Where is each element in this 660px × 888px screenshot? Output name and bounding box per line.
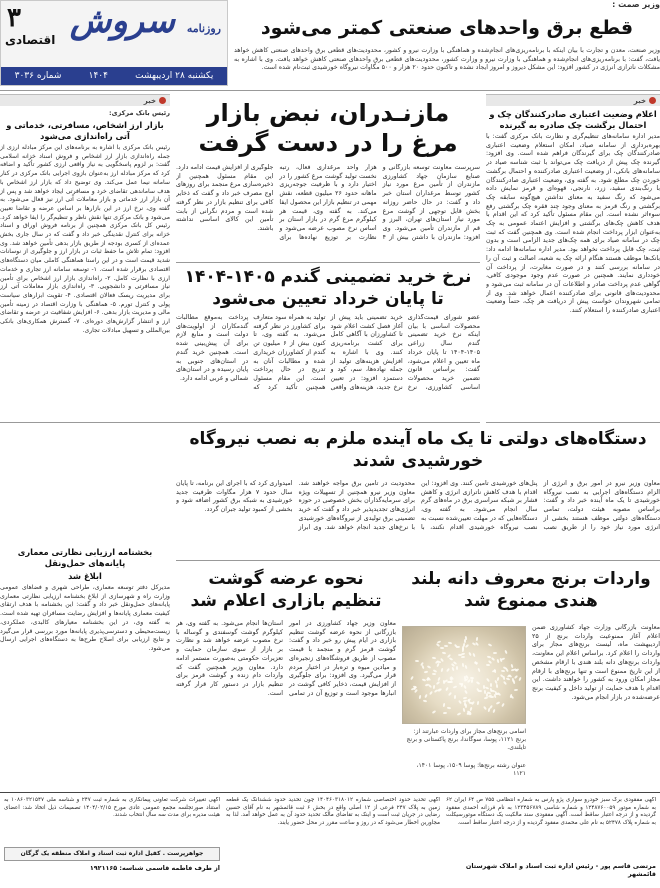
terminals-article (0, 544, 170, 788)
rice-grain (464, 685, 468, 689)
divider (0, 90, 660, 91)
wheat-article (176, 266, 480, 418)
rice-grain (440, 668, 443, 672)
rice-grain (429, 691, 433, 695)
meat-article (176, 566, 396, 788)
rice-grain (502, 676, 505, 680)
rice-grain (492, 709, 495, 713)
notice-registry-box: جواهرپرست . کفیل اداره ثبت اسناد و املاک منطقه یک گرگان (4, 847, 220, 861)
top-story (234, 0, 660, 86)
issue-date: یکشنبه ۲۸ اردیبهشت (135, 71, 214, 81)
rice-grain (512, 680, 515, 684)
rice-caption-list: عنوان رشته برنج‌ها: پوسا ۱۵۰۹، پوسا ۱۴۰۱، ۱۱۲۱ (416, 762, 526, 777)
rice-grain (440, 657, 444, 661)
rice-grain (456, 645, 460, 647)
rice-grain (440, 647, 444, 649)
notice-signature-left: از طرف فاطمه قاسمی شناسه: ۱۹۲۱۱۶۵ (89, 864, 220, 872)
terminals-headline-line2: ابلاغ شد (68, 571, 102, 581)
right-column (486, 94, 660, 418)
news-tag-label: خبر (143, 96, 156, 105)
rice-grain (443, 680, 445, 684)
news-tag (634, 97, 656, 105)
rice-grain (478, 668, 481, 672)
chicken-market-article (176, 94, 480, 258)
rice-grain (491, 657, 495, 661)
rice-grain (456, 666, 458, 670)
rice-grain (503, 681, 507, 685)
rice-grain (486, 678, 490, 682)
rice-grain (432, 710, 436, 714)
divider (486, 422, 660, 423)
rice-grain (454, 695, 456, 699)
rice-grain (436, 680, 440, 684)
rice-grain (448, 642, 452, 645)
notice-column-middle (226, 797, 440, 885)
rice-grain (445, 687, 449, 691)
terminals-body: مدیرکل دفتر توسعه معماری، طراحی شهری و فضاهای عمومی وزارت راه و شهرسازی از ابلاغ بخشنامه ارزیابی نظارتی معماری پایانه‌های حمل‌ونقل خبر داد و گفت: این بخشنامه با هدف ارتقای کیفیت معماری پایانه‌ها و افزایش رضایت مسافران تهیه شده است. به گفته وی، در این بخشنامه معیارهای کالبدی، عملکردی، زیست‌محیطی و دسترسی‌پذیری پایانه‌ها مورد بررسی قرار می‌گیرد و نتایج ارزیابی برای اصلاح طرح‌ها به دستگاه‌های اجرایی ارسال می‌شود. (0, 584, 170, 652)
news-tag-bar (486, 94, 660, 106)
rice-grain (411, 676, 415, 680)
rice-grain (461, 663, 464, 667)
rice-grain (477, 701, 480, 705)
rice-grain (415, 660, 419, 662)
rice-grain (496, 702, 500, 706)
issue-number: شماره ۳۰۳۶ (14, 71, 62, 81)
rice-grain (514, 675, 518, 679)
rice-grain (414, 689, 418, 693)
rice-grain (485, 664, 489, 666)
rice-grain (464, 665, 467, 669)
rice-grain (423, 699, 427, 702)
rice-grain (518, 677, 521, 681)
rice-grain (418, 695, 421, 699)
masthead (0, 0, 228, 86)
rice-grain (424, 671, 428, 674)
rice-grain (476, 637, 479, 641)
rice-grain (424, 694, 428, 698)
wheat-headline: نرخ خرید تضمینی گندم ۱۴۰۵-۱۴۰۴ تا پایان خرداد تعیین می‌شود (184, 267, 472, 309)
divider (0, 422, 480, 423)
notice-signature-right: مرتضی قاسم پور - رئیس اداره ثبت اسناد و املاک شهرستان قائمشهر (465, 862, 656, 878)
rice-grain (510, 663, 513, 667)
dateline-bar (1, 67, 227, 85)
newspaper-logo (70, 1, 221, 41)
rice-grain (465, 644, 469, 648)
cheque-headline: اعلام وضعیت اعتباری صادرکنندگان چک و احتمال برگشت چک صادره به گیرنده (489, 109, 657, 130)
rice-grain (446, 668, 450, 672)
left-column (0, 94, 170, 540)
rice-grain (457, 712, 461, 716)
solar-article (176, 426, 660, 556)
rice-grain (462, 708, 465, 712)
rice-grain (448, 692, 452, 696)
tag-dot-icon (649, 97, 656, 104)
rice-grain (432, 685, 434, 689)
rice-grain (465, 636, 468, 640)
rice-grain (447, 707, 451, 710)
rice-grain (449, 681, 453, 683)
rice-grain (469, 707, 472, 711)
wheat-body: عضو شورای قیمت‌گذاری محصولات اساسی با بیان اینکه نرخ خرید تضمینی گندم سال زراعی ۱۴۰۵-۱۴۰۴ تا پایان خرداد ماه تعیین و اعلام می‌شود، گفت: براساس قانون تضمین خرید محصولات اساسی کشاورزی، نرخ خرید تضمینی باید پیش از آغاز فصل کشت اعلام شود تا کشاورزان با آگاهی کامل برای کشت برنامه‌ریزی کنند. وی با اشاره به افزایش هزینه‌های تولید از جمله نهاده‌ها، سم، کود و دستمزد افزود: در تعیین نرخ جدید، هزینه‌های واقعی تولید به همراه سود متعارف برای کشاورز در نظر گرفته می‌شود. به گفته وی، تا کنون بیش از ۶ میلیون تن گندم از کشاورزان خریداری شده و مطالبات آنان به تدریج در حال پرداخت است. این مقام مسئول همچنین تأکید کرد که پرداخت به‌موقع مطالبات گندمکاران از اولویت‌های دولت است و منابع لازم برای آن پیش‌بینی شده است. همچنین خرید گندم در استان‌های جنوبی به پایان رسیده و در استان‌های شمالی و غربی ادامه دارد. (176, 314, 480, 391)
rice-grain (458, 654, 462, 656)
rice-grain (487, 708, 490, 712)
rice-grain (443, 702, 446, 706)
solar-body: معاون وزیر نیرو در امور برق و انرژی از الزام دستگاه‌های اجرایی به نصب نیروگاه خورشیدی تا یک ماه آینده خبر داد و گفت: براساس مصوبه هیئت دولت، تمامی دستگاه‌های دولتی موظف هستند بخشی از انرژی مورد نیاز خود را از طریق نصب پنل‌های خورشیدی تأمین کنند. وی افزود: این اقدام با هدف کاهش ناترازی انرژی و کاهش فشار بر شبکه سراسری برق در ماه‌های گرم سال انجام می‌شود. به گفته وی، دستگاه‌هایی که در مهلت تعیین‌شده نسبت به نصب نیروگاه خورشیدی اقدام نکنند، با محدودیت در تأمین برق مواجه خواهند شد. معاون وزیر نیرو همچنین از تسهیلات ویژه برای سرمایه‌گذاران بخش خصوصی در حوزه انرژی‌های تجدیدپذیر خبر داد و گفت که خرید تضمینی برق تولیدی از نیروگاه‌های خورشیدی با نرخ‌های جدید انجام خواهد شد. وی ابراز امیدواری کرد که با اجرای این برنامه، تا پایان سال حدود ۷ هزار مگاوات ظرفیت جدید خورشیدی به شبکه برق کشور اضافه شود و بخشی از کمبود تولید جبران گردد. (176, 480, 660, 531)
rice-grain (458, 683, 462, 686)
rice-grain (449, 657, 453, 661)
terminals-headline: بخشنامه ارزیابی نظارتی معماری پایانه‌های حمل‌ونقل (17, 547, 153, 568)
logo-text: سروش (69, 1, 176, 41)
notice-lost-documents: آگهی مفقودی برگ سبز خودرو سواری پژو پارس به شماره انتظامی ۷۵۵ ص ۶۴ ایران ۶۲ به شماره موتور ۱۲۴۸۷۶۰۰۵۹ و شماره شاسی ۱۲۳۴۵۶۷۸۹ به نام فرزانه احمدی مفقود گردیده و از درجه اعتبار ساقط است. آگهی مفقودی سند مالکیت یک دستگاه موتورسیکلت به شماره پلاک ۵۲۴۷۸ به نام علی محمدی مفقود گردیده و از درجه اعتبار ساقط است. (446, 797, 656, 826)
rice-grain (427, 665, 431, 669)
rice-grain (437, 641, 441, 644)
notice-company-changes: آگهی تغییرات شرکت تعاونی پیمانکاری به شماره ثبت ۲۴۷ و شناسه ملی ۱۰۸۶۰۳۲۱۵۴۷ به استناد صورتجلسه مجمع عمومی عادی مورخ ۱۴۰۴/۰۲/۱۵ تصمیمات ذیل اتخاذ شد: اعضای هیئت مدیره برای مدت سه سال انتخاب شدند. (4, 797, 220, 819)
news-tag (144, 97, 166, 105)
rice-grain (442, 652, 446, 655)
rice-grain (452, 667, 455, 671)
notice-column-left (4, 797, 220, 885)
rice-grain (487, 643, 491, 647)
rice-article (402, 566, 660, 788)
top-story-title: قطع برق واحدهای صنعتی کمتر می‌شود (260, 17, 634, 39)
chicken-market-headline: مازنـدران، نبض بازار مرغ را در دست گرفت (198, 99, 458, 157)
rice-grain (444, 645, 448, 647)
notice-column-right (446, 797, 656, 885)
solar-headline: دستگاه‌های دولتی تا یک ماه آینده ملزم به نصب نیروگاه خورشیدی شدند (189, 429, 647, 471)
rice-grain (471, 642, 475, 646)
rice-grain (509, 695, 513, 699)
rice-grain (471, 679, 473, 683)
rice-grain (486, 693, 488, 697)
rice-photo (402, 626, 526, 724)
rice-grain (458, 700, 462, 704)
rice-grain (501, 703, 505, 707)
rice-grain (443, 712, 447, 714)
meat-headline: نحوه عرضه گوشت تنظیم بازاری اعلام شد (190, 569, 382, 611)
fx-market-headline: بازار ارز اشخاص، مسافرتی، خدماتی و آتی راه‌اندازی می‌شود (6, 120, 164, 141)
notice-boundaries: آگهی تحدید حدود اختصاصی شماره ۱۴۰۴۶۰۳۱۸۰۱۲ چون تحدید حدود ششدانگ یک قطعه زمین به پلاک ۲۴۷ فرعی از ۱۲ اصلی واقع در بخش ۶ ثبت قائمشهر به نام آقای حسین رضایی در جریان ثبت است و اینک به تقاضای مالک تحدید حدود آن به عمل خواهد آمد. لذا به مجاورین اخطار می‌شود که در روز و ساعت مقرر در محل حضور یابند. (226, 797, 440, 826)
cheque-body: مدیر اداره سامانه‌های تنظیم‌گری و نظارت بانک مرکزی گفت: با بهره‌برداری از سامانه صیاد، امکان استعلام وضعیت اعتباری صادرکنندگان چک برای گیرندگان فراهم شده است. وی افزود: گیرنده چک پیش از دریافت چک می‌تواند با ثبت شناسه صیاد در سامانه‌های بانکی، از وضعیت اعتباری صادرکننده و احتمال برگشت خوردن چک مطلع شود. به گفته وی، وضعیت اعتباری صادرکنندگان با رنگ‌بندی سفید، زرد، نارنجی، قهوه‌ای و قرمز نمایش داده می‌شود که رنگ سفید به معنای نداشتن هیچ‌گونه سابقه چک برگشتی و رنگ قرمز به معنای وجود چند فقره چک برگشتی رفع سوءاثر نشده است. این مقام مسئول تأکید کرد که این اقدام با هدف کاهش چک‌های برگشتی و افزایش اعتماد عمومی به چک به‌عنوان ابزار پرداخت انجام شده است. وی همچنین گفت که ثبت چک در سامانه صیاد برای همه چک‌های جدید الزامی است و بدون ثبت، چک قابل پرداخت نخواهد بود. مدیر اداره سامانه‌ها ادامه داد: بانک‌ها موظف هستند هنگام ارائه چک به شعبه، اصالت و ثبت آن را در سامانه بررسی کنند و در صورت مغایرت، از پرداخت آن خودداری نمایند. همچنین در صورت عدم وجود موجودی کافی، گواهی عدم پرداخت صادر و اطلاعات آن در سامانه ثبت می‌شود و محدودیت‌های قانونی برای صادرکننده اعمال خواهد شد. وی از تمامی شهروندان خواست پیش از دریافت هر چک، حتماً وضعیت اعتباری صادرکننده را استعلام کنند. (486, 133, 660, 315)
rice-grain (514, 689, 518, 691)
rice-grain (473, 653, 476, 657)
rice-grain (464, 690, 468, 694)
section-label: اقتصادی (5, 33, 56, 47)
divider (176, 262, 480, 263)
rice-body: معاونت بازرگانی وزارت جهاد کشاورزی ضمن اعلام آغاز ممنوعیت واردات برنج از ۲۵ اردیبهشت ماه، لیست برنج‌های مجاز برای واردات را اعلام کرد. براساس اعلام این معاونت، واردات برنج‌های دانه بلند هندی با ارقام مشخص از این تاریخ ممنوع است و تنها برنج‌های با ارقام مجاز امکان ورود به کشور را خواهند داشت. این اقدام با هدف حمایت از تولید داخل و کیفیت برنج عرضه‌شده در بازار انجام می‌شود. (532, 624, 660, 701)
top-story-lead: وزیر صنعت، معدن و تجارت با بیان اینکه با برنامه‌ریزی‌های انجام‌شده و هماهنگی با وزارت نیرو و کشور، محدودیت‌های قطعی برق واحدهای صنعتی کاهش خواهد یافت، گفت: با برنامه‌ریزی‌های انجام‌شده و هماهنگی با وزارت نیرو و وزارت کشور، محدودیت‌های قطعی برق واحدهای صنعتی کاهش خواهد یافت. وی با اشاره به مشکلات ناترازی انرژی در کشور افزود: این مشکل دیروز و امروز ایجاد نشده و تاکنون حدود ۲۰ هزار و ۵۰۰ مگاوات نیروگاه خورشیدی ثبت‌نام شده است. (234, 47, 660, 72)
issue-year: ۱۴۰۴ (88, 71, 108, 81)
chicken-market-body: سرپرست معاونت توسعه بازرگانی و صنایع سازمان جهاد کشاورزی مازندران از تأمین مرغ مورد نیاز کشور توسط مرغداران استان خبر داد و گفت: در حال حاضر روزانه بخش قابل توجهی از گوشت مرغ مورد نیاز استان‌های تهران، البرز و قم از مازندران تأمین می‌شود. وی افزود: مازندران با داشتن بیش از ۴ هزار واحد مرغداری فعال، رتبه نخست تولید گوشت مرغ کشور را در اختیار دارد و با ظرفیت جوجه‌ریزی ماهانه حدود ۲۶ میلیون قطعه، نقش مهمی در تنظیم بازار این محصول ایفا می‌کند. به گفته وی، قیمت هر کیلوگرم مرغ گرم در بازار استان بر اساس نرخ مصوب عرضه می‌شود و نظارت بر توزیع نهاده‌ها برای جلوگیری از افزایش قیمت ادامه دارد. این مقام مسئول همچنین از ذخیره‌سازی مرغ منجمد برای روزهای اوج مصرف خبر داد و گفت که ذخایر کافی برای تنظیم بازار در نظر گرفته شده است و مردم نگرانی از بابت تأمین این کالای اساسی نداشته باشند. (176, 164, 480, 241)
rice-grain (501, 657, 505, 660)
news-tag-label: خبر (633, 96, 646, 105)
rice-grain (432, 657, 436, 660)
rice-grain (504, 649, 507, 653)
rice-grain (497, 677, 500, 681)
rice-grain (475, 681, 479, 685)
rice-grain (433, 689, 437, 693)
meat-body: معاون وزیر جهاد کشاورزی در امور بازرگانی از نحوه عرضه گوشت تنظیم بازاری در ایام پیش رو خبر داد و گفت: گوشت قرمز گرم و منجمد با قیمت مصوب از طریق فروشگاه‌های زنجیره‌ای و میادین میوه و تره‌بار در اختیار مردم قرار می‌گیرد. وی افزود: برای جلوگیری از افزایش قیمت، ذخایر کافی گوشت در انبارها موجود است و توزیع آن در تمامی استان‌ها انجام می‌شود. به گفته وی، هر کیلوگرم گوشت گوسفندی و گوساله با نرخ مصوب عرضه خواهد شد و نظارت بر بازار از سوی سازمان حمایت و تعزیرات حکومتی به‌صورت مستمر ادامه دارد. معاون وزیر همچنین گفت که واردات دام زنده و گوشت قرمز برای تنظیم بازار در دستور کار قرار گرفته است. (176, 620, 396, 697)
top-banner (0, 0, 660, 90)
rice-grain (436, 663, 439, 667)
rice-grain (506, 677, 510, 680)
fx-market-body: رئیس بانک مرکزی با اشاره به برنامه‌های این مرکز مبادله ارزی از جمله راه‌اندازی بازار ارز اشخاص و فروش اسناد خزانه اسلامی گفت: بر لزوم پاسخگویی به نیاز واقعی ارزی کشور تأکید و اضافه کرد که مرکز مبادله ارز به‌عنوان بازوی اجرایی بانک مرکزی در کنار سامانه نیما عمل می‌کند. وی توضیح داد که بازار ارز اشخاص با هدف ساماندهی تقاضای خرد و مسافرتی ایجاد خواهد شد و پس از آن بازار ارز خدماتی و بازار معاملات آتی ارز نیز فعال می‌شود. به گفته وی، نرخ ارز در این بازارها بر اساس عرضه و تقاضا تعیین می‌شود و بانک مرکزی تنها نقش ناظر و تنظیم‌گر را ایفا خواهد کرد. رئیس کل بانک مرکزی همچنین از برنامه فروش اوراق و اسناد خزانه برای کنترل نقدینگی خبر داد و گفت که در سال جاری بخش عمده‌ای از کسری بودجه از طریق بازار بدهی تأمین خواهد شد. وی افزود: تمام تلاش ما حفظ ثبات در بازار ارز و جلوگیری از نوسانات شدید قیمت است و در این راستا هماهنگی کاملی میان دستگاه‌های اقتصادی برقرار شده است. ۱- توسعه سامانه ارز تجاری و خدمات ارزی با نظارت کامل. ۲- راه‌اندازی بازار ارز اشخاص برای تأمین نیاز مسافرتی و دانشجویی. ۳- راه‌اندازی بازار معاملات آتی ارز برای مدیریت ریسک فعالان اقتصادی. ۴- تقویت ابزارهای سیاست پولی و کنترل تورم. ۵- هماهنگی با وزارت اقتصاد در زمینه تأمین مالی و مدیریت بازار بدهی. ۶- افزایش شفافیت در عرضه و تقاضای ارز و انتشار گزارش‌های دوره‌ای. ۷- گسترش همکاری‌های بانکی بین‌المللی و تسهیل مبادلات تجاری. (0, 144, 170, 334)
rice-grain (453, 685, 457, 688)
top-story-kicker: وزیر صمت : (612, 0, 660, 9)
rice-grain (469, 677, 473, 679)
page-number: ۳ (7, 3, 21, 33)
rice-grain (432, 673, 436, 675)
tag-dot-icon (159, 97, 166, 104)
rice-grain (490, 683, 492, 687)
rice-grain (496, 684, 498, 688)
notices-footer (0, 792, 660, 888)
rice-headline: واردات برنج معروف دانه بلند هندی ممنوع شد (411, 569, 651, 611)
logo-prefix: روزنامه (186, 22, 221, 35)
rice-grain (493, 652, 497, 654)
news-tag-bar (0, 94, 170, 106)
rice-caption: اسامی برنج‌های مجاز برای واردات عبارتند از: برنج ۱۱۲۱، پوسا، سوگاندا، برنج پاکستانی و برنج تایلندی. (406, 728, 526, 751)
rice-grain (468, 651, 472, 655)
divider (176, 560, 660, 561)
central-bank-byline: رئیس بانک مرکزی: (109, 109, 170, 117)
